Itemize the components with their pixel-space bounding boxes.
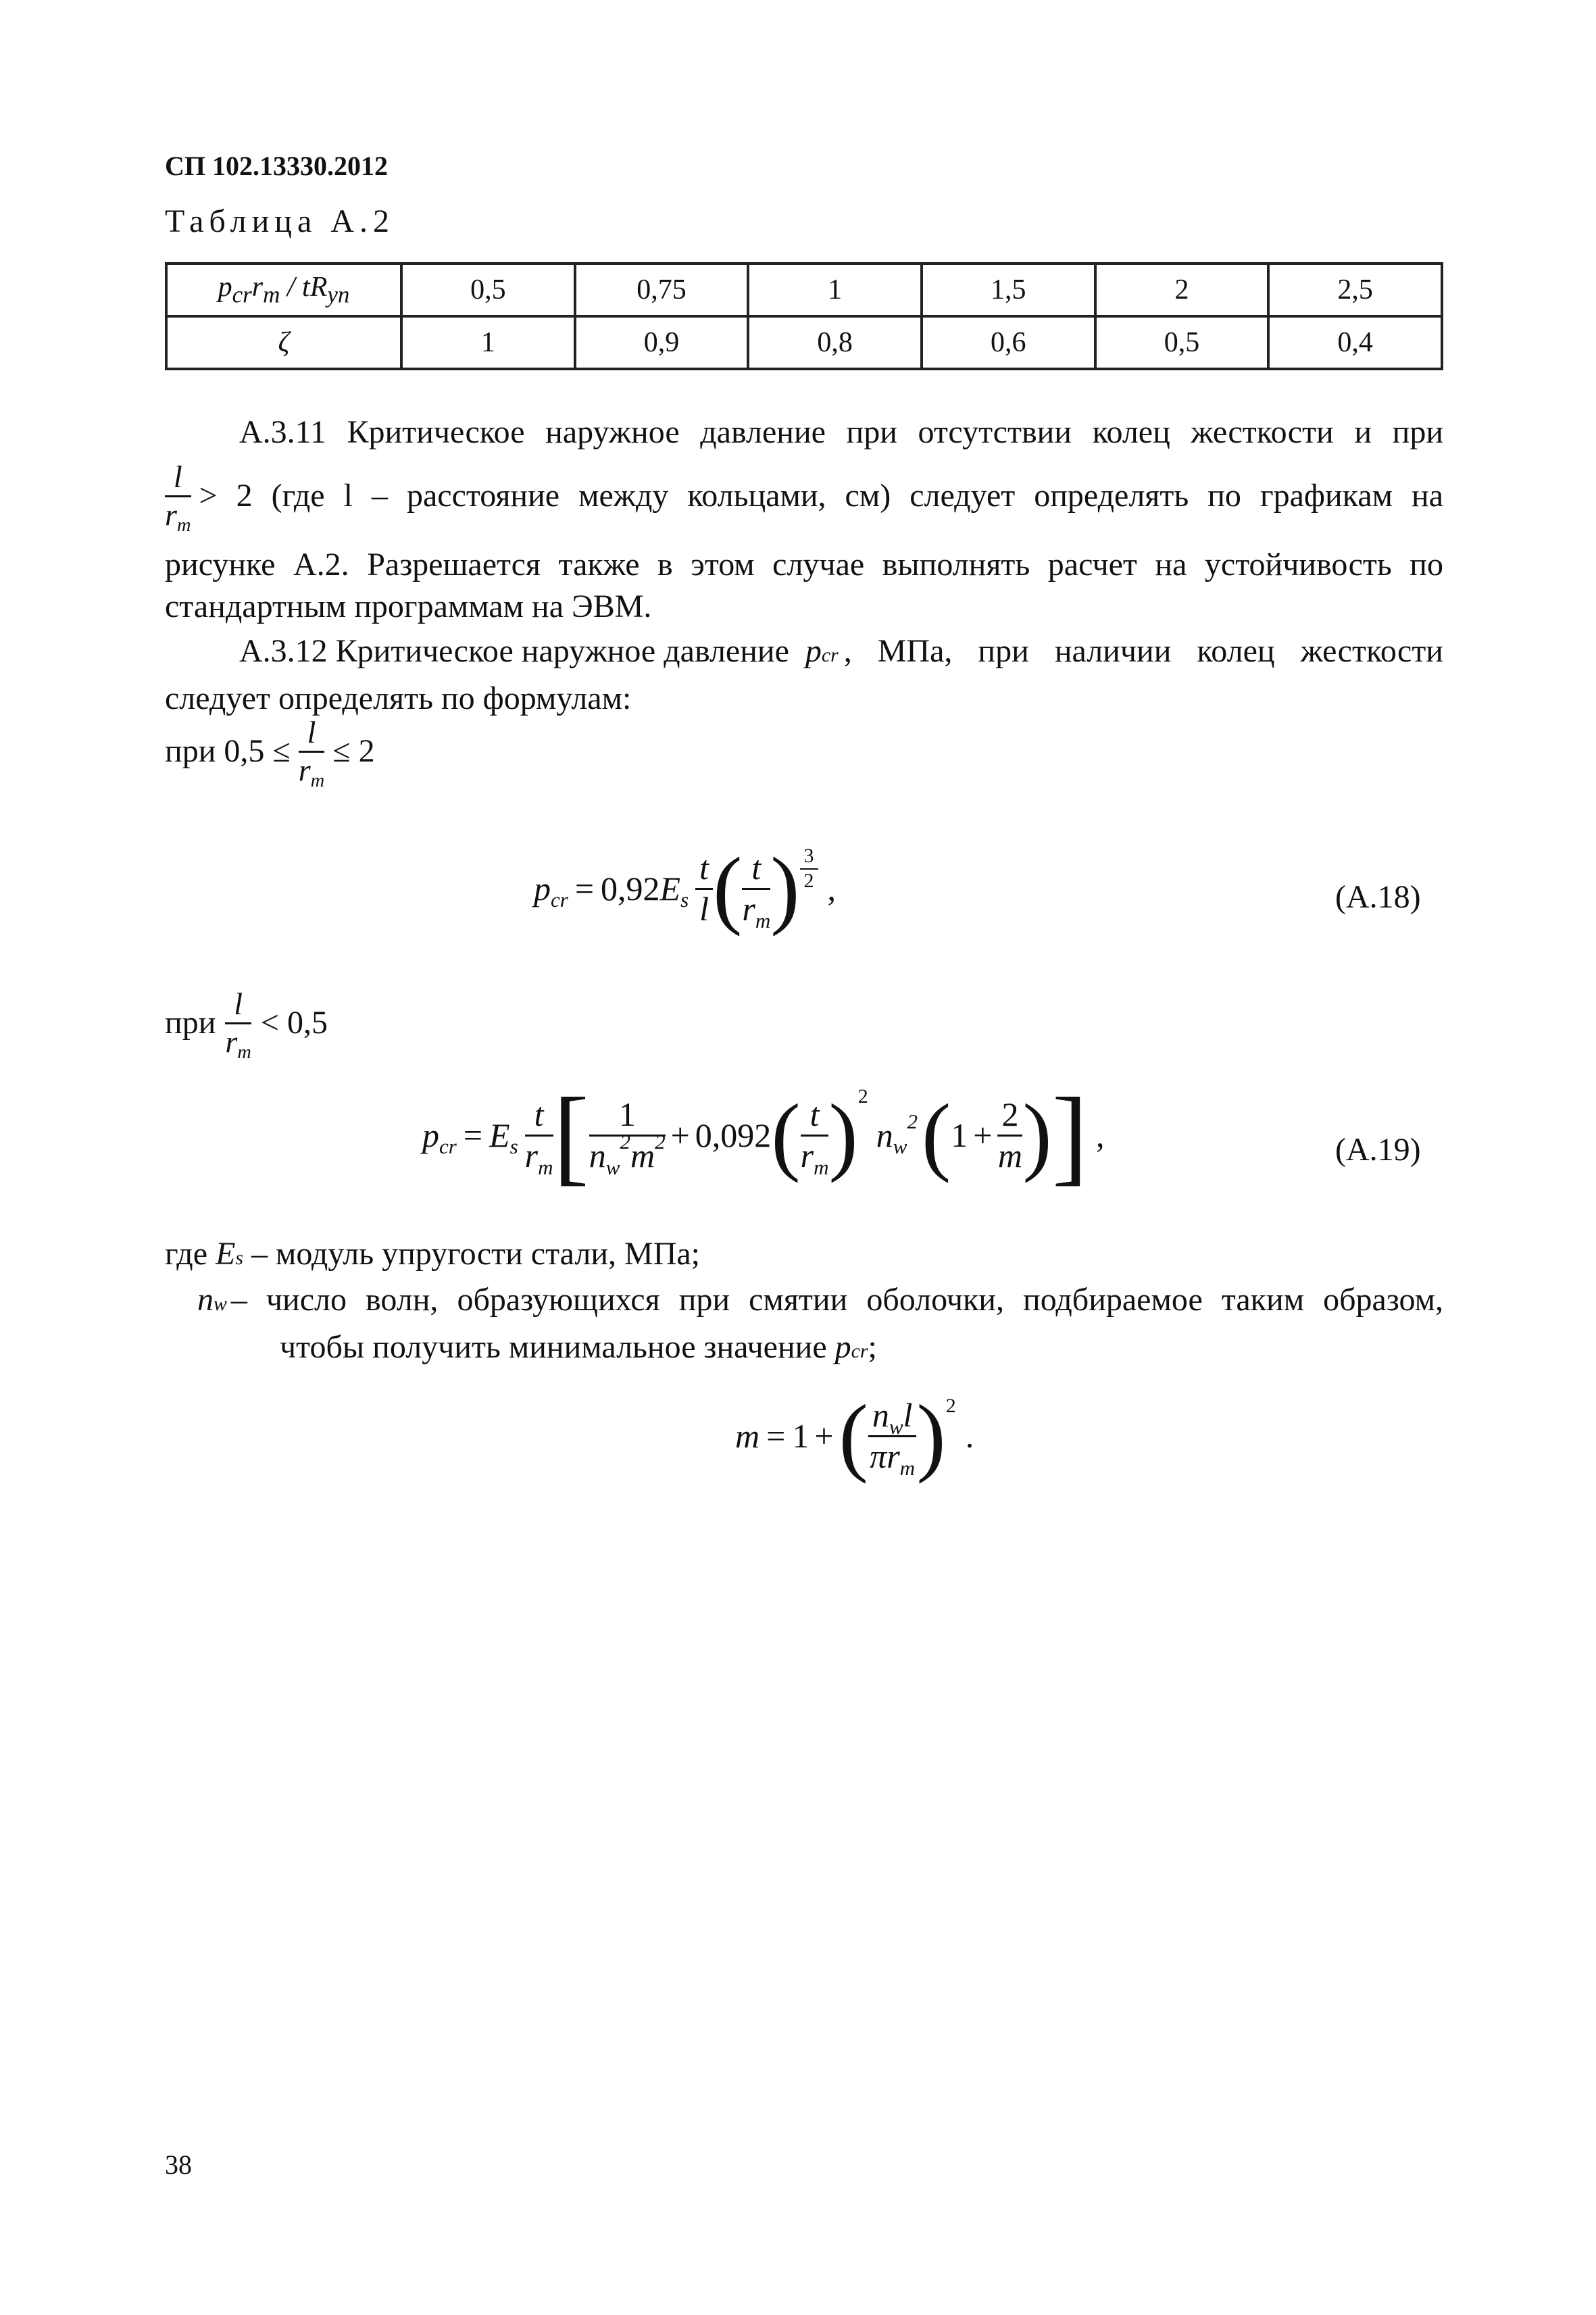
fraction-l-over-rm: $\frac{l}{rm}$ [165, 459, 191, 536]
table-header-cell: $p_{cr}r_m / tR_{yn}$ [166, 264, 401, 316]
equation-number-a19: (А.19) [1335, 1132, 1421, 1168]
paragraph-a311-line3: рисунке А.2. Разрешается также в этом случае выполнять расчет на устойчивость по [165, 547, 1443, 582]
table-cell: 0,6 [922, 316, 1095, 369]
table-header-cell: ζ [166, 316, 401, 369]
paragraph-a311-line4: стандартным программам на ЭВМ. [165, 589, 652, 624]
table-cell: 2 [1095, 264, 1269, 316]
table-cell: 0,8 [748, 316, 922, 369]
equation-number-a18: (А.18) [1335, 879, 1421, 915]
condition-1: при 0,5 ≤ $\frac{l}{rm}$ ≤ 2 [165, 715, 375, 791]
paragraph-a312-line1: А.3.12 Критическое наружное давление pcr , МПа, при наличии колец жесткости [239, 633, 1443, 669]
equation-a18: pcr = 0,92 Es $\frac{t}{l}$ ( $\frac{t}{rm}$ ) $\frac{3}{2}$ , [534, 840, 837, 937]
table-cell: 1 [401, 316, 575, 369]
table-cell: 1 [748, 264, 922, 316]
table-cell: 2,5 [1268, 264, 1442, 316]
where-nw-line1: nw – число волн, образующихся при смятии оболочки, подбираемое таким образом, [197, 1282, 1443, 1318]
paragraph-a311-line2: $\frac{l}{rm}$ > 2 (где l – расстояние между кольцами, см) следует определять по графикам на [165, 459, 1443, 536]
table-row [166, 264, 1442, 316]
page-number: 38 [165, 2149, 192, 2180]
table-cell: 0,4 [1268, 316, 1442, 369]
table-cell: 0,5 [401, 264, 575, 316]
document-header: СП 102.13330.2012 [165, 151, 388, 181]
equation-m: m = 1 + ( $\frac{\text{nwl}}{\text{πrm}}$ ) 2 . [735, 1387, 974, 1485]
condition-2: при $\frac{l}{rm}$ < 0,5 [165, 987, 328, 1063]
table-cell: 0,5 [1095, 316, 1269, 369]
where-es: где Es – модуль упругости стали, МПа; [165, 1236, 701, 1272]
equation-a19: pcr = Es $\frac{t}{rm}$ [ $\frac{1}{nw^2m^2}$ + 0,092 ( $\frac{t}{rm}$ ) 2 $nw^2$ ( 1 + $\frac{2}{m}$ ) ] , [422, 1075, 1105, 1195]
table-cell: 0,75 [575, 264, 749, 316]
paragraph-a312-line2: следует определять по формулам: [165, 680, 632, 716]
table-cell: 0,9 [575, 316, 749, 369]
table-row [166, 316, 1442, 369]
coefficient-table [165, 262, 1443, 370]
where-nw-line2: чтобы получить минимальное значение pcr; [280, 1329, 877, 1365]
paragraph-a311-line1: А.3.11 Критическое наружное давление при отсутствии колец жесткости и при [239, 414, 1443, 450]
table-cell: 1,5 [922, 264, 1095, 316]
table-caption: Таблица А.2 [165, 203, 395, 239]
